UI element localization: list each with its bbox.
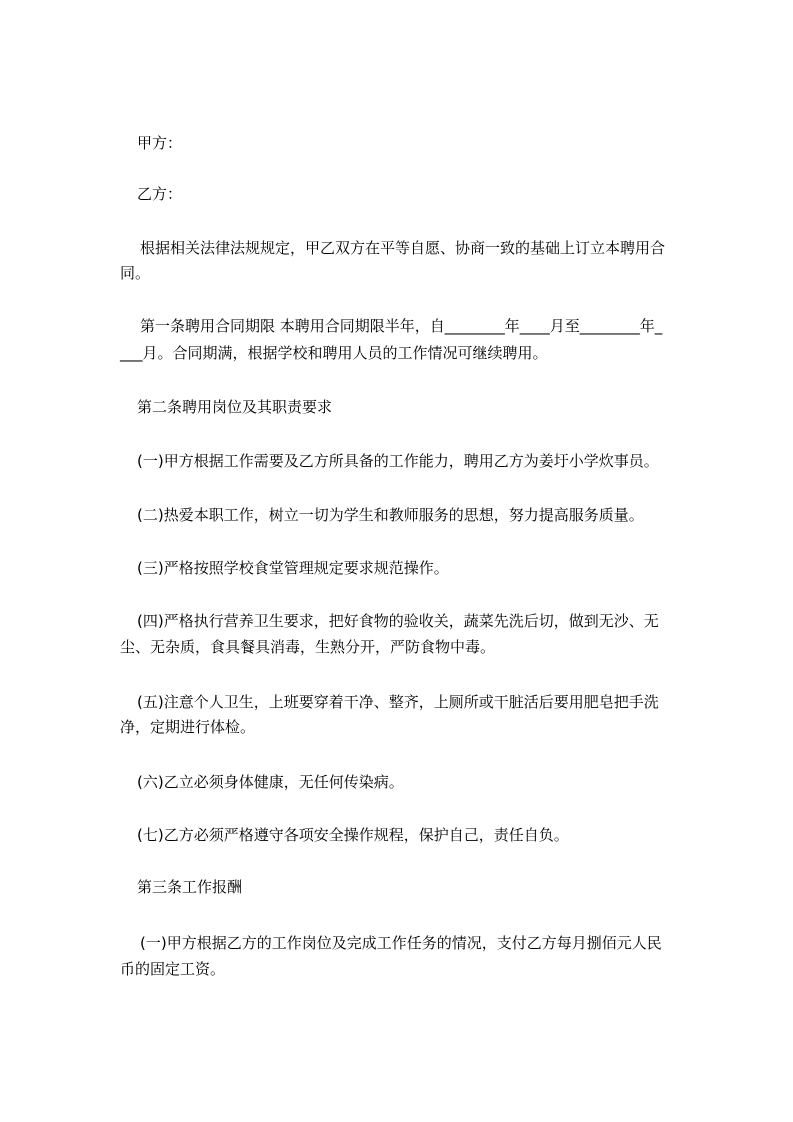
article-2-item-5-line-1: (五)注意个人卫生，上班要穿着干净、整齐，上厕所或干脏活后要用肥皂把手洗 <box>137 693 659 711</box>
intro-paragraph-line-2: 同。 <box>120 264 151 282</box>
article-2-item-4-line-1: (四)严格执行营养卫生要求，把好食物的验收关，蔬菜先洗后切，做到无沙、无 <box>137 612 659 630</box>
article-3-item-1-line-2: 币的固定工资。 <box>120 960 226 978</box>
article-3-heading: 第三条工作报酬 <box>137 878 243 896</box>
article-1-line-2: ___月。合同期满，根据学校和聘用人员的工作情况可继续聘用。 <box>120 344 548 362</box>
article-2-heading: 第二条聘用岗位及其职责要求 <box>137 398 333 416</box>
intro-paragraph-line-1: 根据相关法律法规规定，甲乙双方在平等自愿、协商一致的基础上订立本聘用合 <box>140 239 666 257</box>
article-1-line-1: 第一条聘用合同期限 本聘用合同期限半年，自________年____月至________年_ <box>140 317 663 335</box>
article-2-item-7: (七)乙方必须严格遵守各项安全操作规程，保护自己，责任自负。 <box>137 826 569 844</box>
article-2-item-3: (三)严格按照学校食堂管理规定要求规范操作。 <box>137 559 449 577</box>
party-a-label: 甲方： <box>137 134 183 152</box>
article-2-item-2: (二)热爱本职工作，树立一切为学生和教师服务的思想，努力提高服务质量。 <box>137 506 644 524</box>
party-b-label: 乙方： <box>137 185 183 203</box>
article-2-item-6: (六)乙立必须身体健康，无任何传染病。 <box>137 773 404 791</box>
article-3-item-1-line-1: (一)甲方根据乙方的工作岗位及完成工作任务的情况，支付乙方每月捌佰元人民 <box>140 934 662 952</box>
article-2-item-5-line-2: 净，定期进行体检。 <box>120 718 256 736</box>
article-2-item-1: (一)甲方根据工作需要及乙方所具备的工作能力，聘用乙方为姜圩小学炊事员。 <box>137 452 659 470</box>
article-2-item-4-line-2: 尘、无杂质，食具餐具消毒，生熟分开，严防食物中毒。 <box>120 638 496 656</box>
